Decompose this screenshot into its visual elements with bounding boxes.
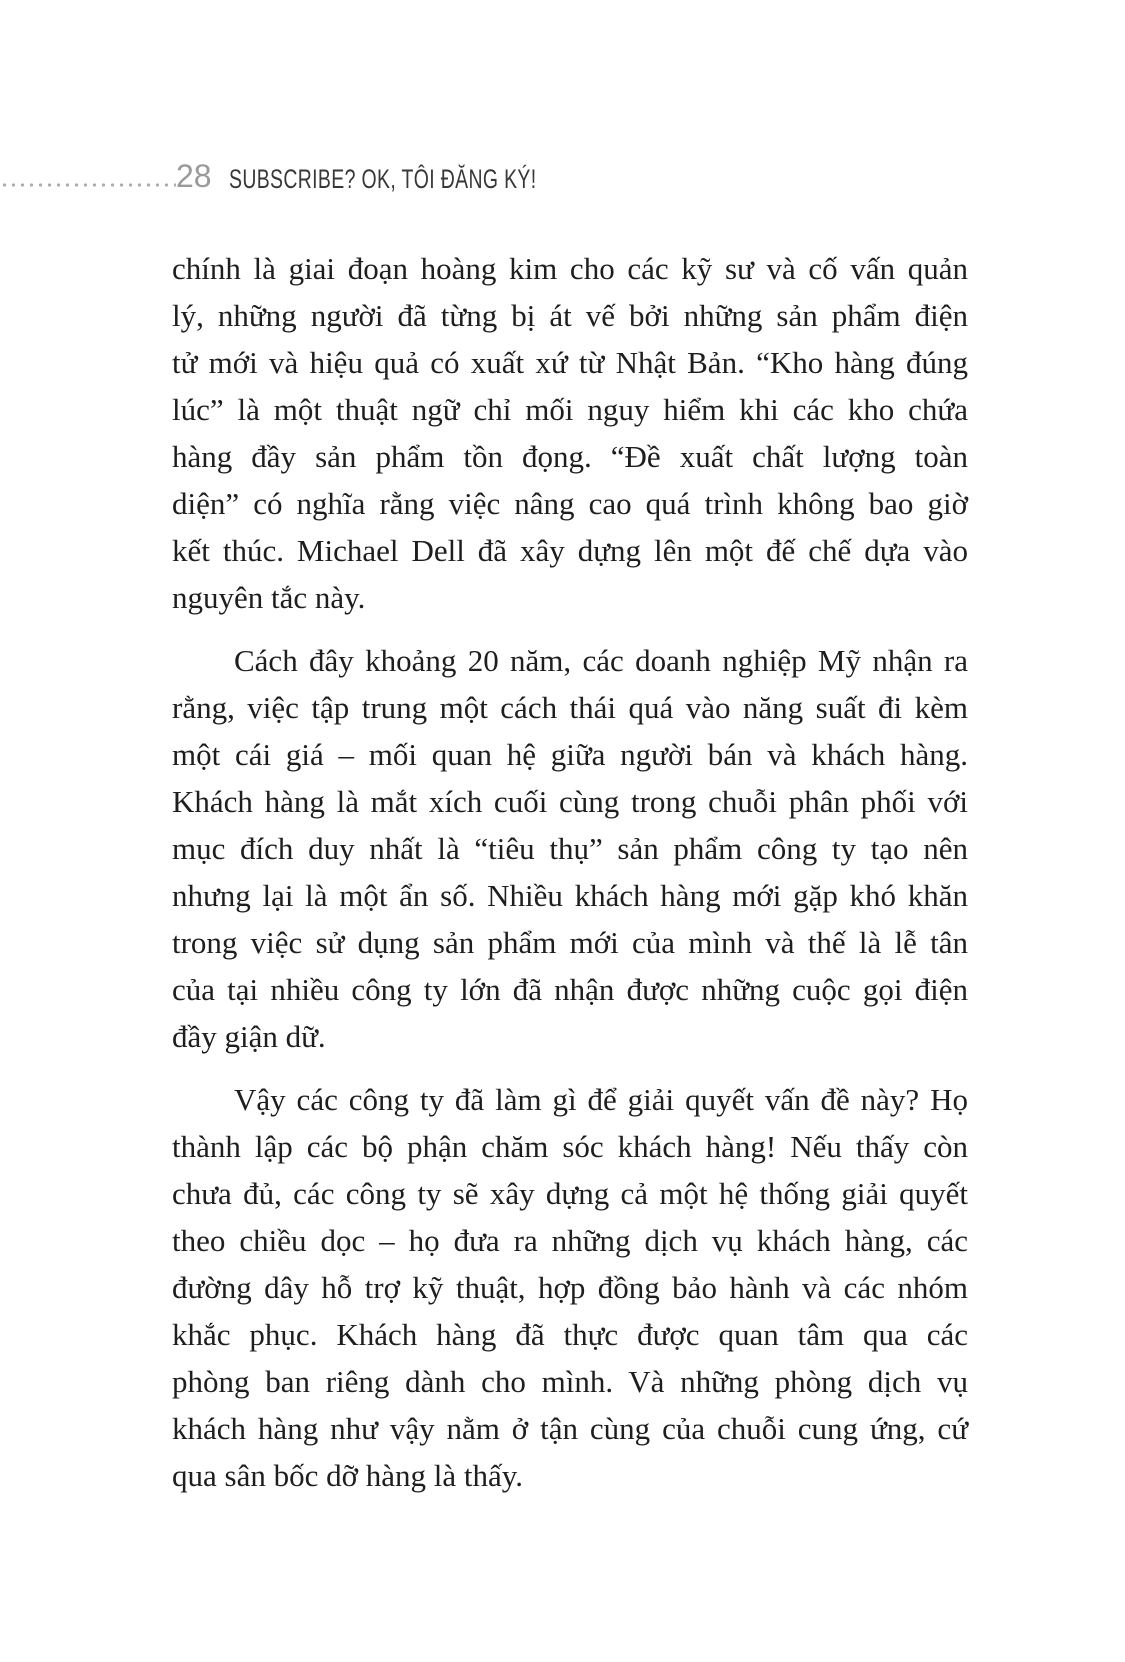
page-number: 28 — [176, 158, 212, 194]
paragraph-2 — [172, 637, 968, 1060]
text-line: trong việc sử dụng sản phẩm mới của mình và thế là lễ tân — [172, 925, 968, 960]
text-line: hàng đầy sản phẩm tồn đọng. “Đề xuất chất lượng toàn — [172, 439, 968, 474]
text-line: nhưng lại là một ẩn số. Nhiều khách hàng mới gặp khó khăn — [172, 878, 968, 913]
text-line: lý, những người đã từng bị át vế bởi những sản phẩm điện — [172, 298, 968, 333]
text-line: đầy giận dữ. — [172, 1019, 326, 1054]
text-line: chưa đủ, các công ty sẽ xây dựng cả một hệ thống giải quyết — [172, 1176, 968, 1211]
text-line: phòng ban riêng dành cho mình. Và những phòng dịch vụ — [172, 1364, 968, 1399]
dotted-leader — [0, 181, 176, 189]
text-line: đường dây hỗ trợ kỹ thuật, hợp đồng bảo hành và các nhóm — [172, 1270, 968, 1305]
text-line: Khách hàng là mắt xích cuối cùng trong chuỗi phân phối với — [172, 784, 968, 819]
running-title: SUBSCRIBE? OK, TÔI ĐĂNG KÝ! — [229, 164, 537, 194]
text-line: qua sân bốc dỡ hàng là thấy. — [172, 1458, 523, 1493]
text-line: Cách đây khoảng 20 năm, các doanh nghiệp Mỹ nhận ra — [234, 643, 968, 678]
text-line: rằng, việc tập trung một cách thái quá vào năng suất đi kèm — [172, 690, 968, 725]
text-line: của tại nhiều công ty lớn đã nhận được những cuộc gọi điện — [172, 972, 968, 1007]
text-line: diện” có nghĩa rằng việc nâng cao quá trình không bao giờ — [172, 486, 968, 521]
text-line: theo chiều dọc – họ đưa ra những dịch vụ khách hàng, các — [172, 1223, 968, 1258]
text-line: khách hàng như vậy nằm ở tận cùng của chuỗi cung ứng, cứ — [172, 1411, 968, 1446]
text-line: một cái giá – mối quan hệ giữa người bán và khách hàng. — [172, 737, 968, 772]
paragraph-1 — [172, 245, 968, 621]
text-line: khắc phục. Khách hàng đã thực được quan tâm qua các — [172, 1317, 968, 1352]
text-line: nguyên tắc này. — [172, 580, 366, 615]
body-text — [172, 245, 968, 1499]
text-line: Vậy các công ty đã làm gì để giải quyết vấn đề này? Họ — [234, 1082, 968, 1117]
text-line: chính là giai đoạn hoàng kim cho các kỹ sư và cố vấn quản — [172, 251, 968, 286]
text-line: mục đích duy nhất là “tiêu thụ” sản phẩm công ty tạo nên — [172, 831, 968, 866]
page-header — [0, 0, 1125, 210]
text-line: kết thúc. Michael Dell đã xây dựng lên một đế chế dựa vào — [172, 533, 968, 568]
paragraph-3 — [172, 1076, 968, 1499]
text-line: lúc” là một thuật ngữ chỉ mối nguy hiểm khi các kho chứa — [172, 392, 968, 427]
text-line: tử mới và hiệu quả có xuất xứ từ Nhật Bản. “Kho hàng đúng — [172, 345, 968, 380]
text-line: thành lập các bộ phận chăm sóc khách hàng! Nếu thấy còn — [172, 1129, 968, 1164]
